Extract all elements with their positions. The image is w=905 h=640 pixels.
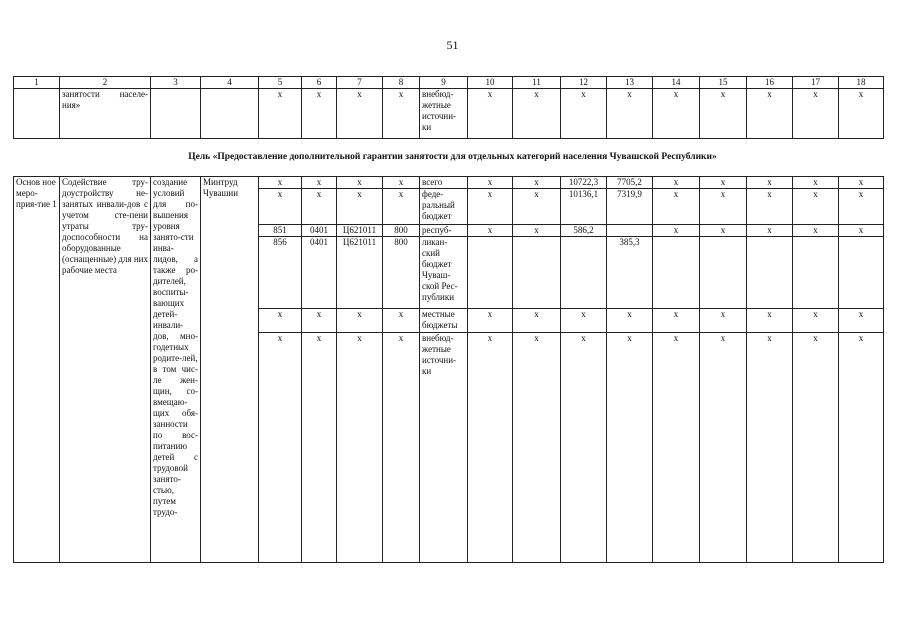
table-cell	[793, 237, 839, 309]
cell-x: х	[607, 89, 653, 139]
table-cell	[700, 237, 747, 309]
table-cell	[468, 237, 513, 309]
table-cell: х	[337, 177, 383, 189]
table-cell: х	[607, 309, 653, 333]
col-number: 1	[14, 77, 60, 89]
table-cell	[653, 237, 700, 309]
col-number: 3	[151, 77, 201, 89]
table-cell: х	[747, 177, 793, 189]
table-cell: х	[302, 189, 337, 225]
table-cell: х	[653, 177, 700, 189]
measure-purpose: создание условий для по-вышения уровня занято-сти инва-лидов, а также ро-дителей, воспиты-вающих детей-инвали-дов, мно-годетных родите-лей, в том чис-ле жен-щин, со-вмещаю-щих обя-занности по вос-питанию детей с трудовой занято-стью, путем трудо-	[151, 177, 201, 563]
col-number: 14	[653, 77, 700, 89]
table-cell: х	[561, 333, 607, 563]
table-cell: х	[302, 309, 337, 333]
col-number: 18	[839, 77, 884, 89]
table-cell: х	[513, 177, 561, 189]
col-number: 15	[700, 77, 747, 89]
measure-table	[13, 176, 884, 563]
cell-x: х	[468, 89, 513, 139]
table-cell: х	[653, 225, 700, 237]
table-cell: 586,2	[561, 225, 607, 237]
table-cell: х	[839, 333, 884, 563]
table-cell: 7319,9	[607, 189, 653, 225]
funding-source: ликан-ский бюджет Чуваш-ской Рес-публики	[420, 237, 468, 309]
col-number: 9	[420, 77, 468, 89]
goal-heading: Цель «Предоставление дополнительной гарантии занятости для отдельных категорий населения Чувашской Республики»	[188, 152, 717, 162]
table-cell: х	[607, 333, 653, 563]
col-number: 13	[607, 77, 653, 89]
table-cell: х	[513, 333, 561, 563]
table-cell: 0401	[302, 225, 337, 237]
table-cell: х	[747, 189, 793, 225]
col-number: 10	[468, 77, 513, 89]
table-cell: х	[302, 333, 337, 563]
funding-source: феде-ральный бюджет	[420, 189, 468, 225]
cell-x: х	[700, 89, 747, 139]
table-cell: Ц621011	[337, 237, 383, 309]
table-cell: х	[383, 333, 420, 563]
table-cell	[607, 225, 653, 237]
table-cell: х	[302, 177, 337, 189]
table-cell: х	[747, 225, 793, 237]
table-cell: х	[383, 189, 420, 225]
table-cell	[561, 237, 607, 309]
table-cell: х	[793, 309, 839, 333]
continuation-description: занятости населе-ния»	[60, 89, 151, 139]
col-number: 17	[793, 77, 839, 89]
table-cell: 0401	[302, 237, 337, 309]
table-cell: х	[259, 177, 302, 189]
cell-x: х	[653, 89, 700, 139]
column-number-row	[14, 77, 884, 89]
table-cell: х	[259, 333, 302, 563]
col-number: 12	[561, 77, 607, 89]
col-number: 11	[513, 77, 561, 89]
table-cell: х	[468, 333, 513, 563]
table-cell: х	[793, 177, 839, 189]
table-cell	[513, 237, 561, 309]
table-cell: х	[653, 333, 700, 563]
table-cell: х	[700, 177, 747, 189]
table-cell: х	[700, 225, 747, 237]
table-cell: х	[653, 189, 700, 225]
funding-source: респуб-	[420, 225, 468, 237]
table-cell: 800	[383, 225, 420, 237]
table-cell: х	[700, 333, 747, 563]
table-cell: 10722,3	[561, 177, 607, 189]
table-cell: х	[337, 189, 383, 225]
cell-x: х	[793, 89, 839, 139]
continuation-row	[14, 89, 884, 139]
cell-x: х	[383, 89, 420, 139]
table-cell: х	[468, 225, 513, 237]
table-cell: х	[561, 309, 607, 333]
measure-name: Содействие тру-доустройству не-занятых инвали-дов с учетом сте-пени утраты тру-доспособности на оборудованные (оснащенные) для них рабочие места	[60, 177, 151, 563]
col-number: 2	[60, 77, 151, 89]
table-cell: х	[793, 333, 839, 563]
table-cell: 856	[259, 237, 302, 309]
col-number: 16	[747, 77, 793, 89]
cell-x: х	[561, 89, 607, 139]
table-cell: Ц621011	[337, 225, 383, 237]
table-cell: х	[337, 309, 383, 333]
table-cell: х	[468, 309, 513, 333]
page-number: 51	[446, 38, 459, 52]
table-cell: х	[513, 189, 561, 225]
table-cell: х	[337, 333, 383, 563]
table-cell: 10136,1	[561, 189, 607, 225]
table-cell: х	[747, 309, 793, 333]
table-cell: 7705,2	[607, 177, 653, 189]
cell-x: х	[747, 89, 793, 139]
responsible-executor: Минтруд Чувашии	[201, 177, 259, 563]
funding-source: внебюд-жетные источни-ки	[420, 333, 468, 563]
table-cell: х	[259, 309, 302, 333]
cell-x: х	[337, 89, 383, 139]
table-cell: 800	[383, 237, 420, 309]
table-cell: х	[383, 309, 420, 333]
table-cell: х	[793, 225, 839, 237]
table-row	[14, 177, 884, 189]
table-cell: х	[700, 189, 747, 225]
table-cell: х	[259, 189, 302, 225]
col-number: 4	[201, 77, 259, 89]
table-cell: х	[513, 309, 561, 333]
cell-x: х	[302, 89, 337, 139]
measure-code: Основ ное меро-прия-тие 1	[14, 177, 60, 563]
table-cell	[747, 237, 793, 309]
continuation-table	[13, 76, 884, 139]
table-cell	[839, 237, 884, 309]
cell-x: х	[513, 89, 561, 139]
table-cell: 851	[259, 225, 302, 237]
funding-source: внебюд-жетные источни-ки	[420, 89, 468, 139]
funding-source: всего	[420, 177, 468, 189]
cell-x: х	[259, 89, 302, 139]
table-cell: 385,3	[607, 237, 653, 309]
table-cell: х	[839, 177, 884, 189]
table-cell: х	[839, 189, 884, 225]
table-cell: х	[700, 309, 747, 333]
table-cell: х	[793, 189, 839, 225]
funding-source: местные бюджеты	[420, 309, 468, 333]
table-cell: х	[747, 333, 793, 563]
table-cell: х	[468, 177, 513, 189]
table-cell: х	[653, 309, 700, 333]
col-number: 8	[383, 77, 420, 89]
col-number: 6	[302, 77, 337, 89]
table-cell: х	[383, 177, 420, 189]
cell-x: х	[839, 89, 884, 139]
table-cell: х	[839, 309, 884, 333]
table-cell: х	[513, 225, 561, 237]
table-cell: х	[468, 189, 513, 225]
col-number: 5	[259, 77, 302, 89]
table-cell: х	[839, 225, 884, 237]
col-number: 7	[337, 77, 383, 89]
